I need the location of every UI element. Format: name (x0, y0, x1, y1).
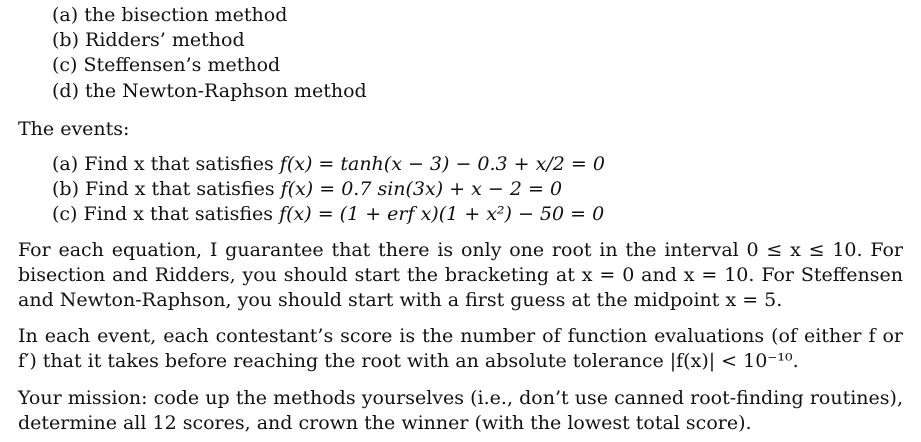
event-prefix: (c) Find x that satisfies (52, 203, 274, 225)
event-item-b (52, 178, 562, 200)
method-item-c: (c) Steffensen’s method (52, 54, 281, 76)
method-item-b: (b) Ridders’ method (52, 29, 245, 51)
event-prefix: (a) Find x that satisfies (52, 153, 274, 175)
event-equation: f(x) = tanh(x − 3) − 0.3 + x/2 = 0 (279, 153, 605, 175)
event-equation: f(x) = (1 + erf x)(1 + x²) − 50 = 0 (279, 203, 605, 225)
paragraph-guarantee: For each equation, I guarantee that there is only one root in the interval 0 ≤ x ≤ 10. For bisection and Ridders, you should start the bracketing at x = 0 and x = 10. For Steffensen and Newton-Raphson, you should start with a first guess at the midpoint x = 5. (18, 239, 903, 311)
event-equation: f(x) = 0.7 sin(3x) + x − 2 = 0 (280, 178, 563, 200)
event-item-a (52, 153, 605, 175)
paragraph-scoring: In each event, each contestant’s score is the number of function evaluations (of either f or f′) that it takes before reaching the root with an absolute tolerance |f(x)| < 10⁻¹⁰. (18, 325, 903, 372)
paragraph-mission: Your mission: code up the methods yourselves (i.e., don’t use canned root-finding routines), determine all 12 scores, and crown the winner (with the lowest total score). (18, 387, 903, 434)
method-item-a: (a) the bisection method (52, 4, 288, 26)
event-prefix: (b) Find x that satisfies (52, 178, 275, 200)
events-heading: The events: (18, 118, 130, 140)
method-item-d: (d) the Newton-Raphson method (52, 80, 367, 102)
event-item-c (52, 203, 604, 225)
